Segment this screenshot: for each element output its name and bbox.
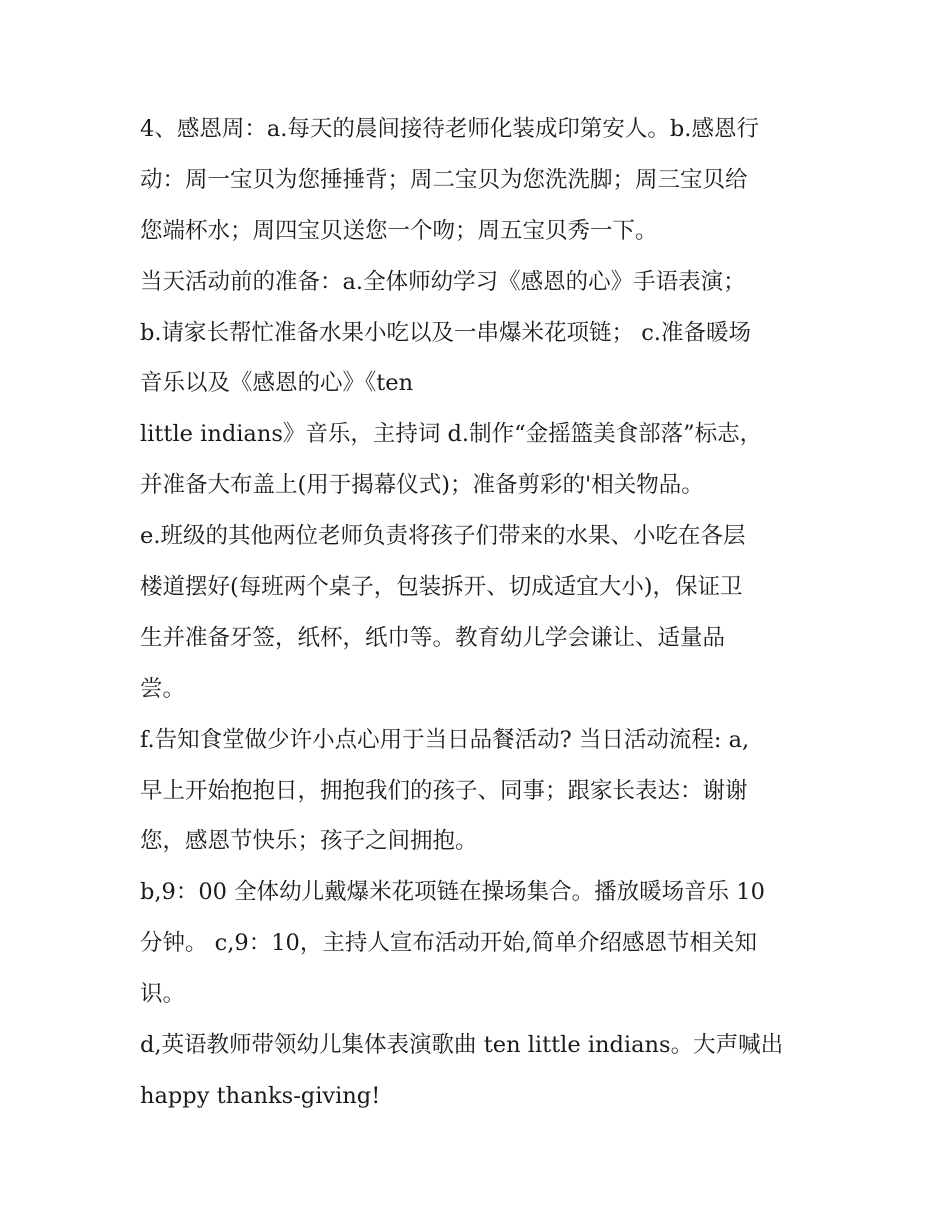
text-line: 生并准备牙签，纸杯，纸巾等。教育幼儿学会谦让、适量品 <box>140 624 726 651</box>
text-line: 您端杯水；周四宝贝送您一个吻；周五宝贝秀一下。 <box>140 217 658 244</box>
text-line: 楼道摆好(每班两个桌子，包装拆开、切成适宜大小)，保证卫 <box>140 574 743 601</box>
text-line: 当天活动前的准备：a.全体师幼学习《感恩的心》手语表演； <box>140 268 746 295</box>
text-line: 识。 <box>140 981 186 1008</box>
text-line: 尝。 <box>140 675 186 702</box>
text-line: 您，感恩节快乐；孩子之间拥抱。 <box>140 828 478 855</box>
text-line: 音乐以及《感恩的心》《ten <box>140 370 414 397</box>
text-line: 动：周一宝贝为您捶捶背；周二宝贝为您洗洗脚；周三宝贝给 <box>140 166 748 193</box>
text-line: b.请家长帮忙准备水果小吃以及一串爆米花项链； c.准备暖场 <box>140 319 751 346</box>
text-line: little indians》音乐，主持词 d.制作“金摇篮美食部落”标志， <box>140 421 763 448</box>
text-line: e.班级的其他两位老师负责将孩子们带来的水果、小吃在各层 <box>140 523 746 550</box>
text-line: 4、感恩周：a.每天的晨间接待老师化装成印第安人。b.感恩行 <box>140 116 759 142</box>
text-line: f.告知食堂做少许小点心用于当日品餐活动? 当日活动流程: a, <box>140 726 750 753</box>
text-line: d,英语教师带领幼儿集体表演歌曲 ten little indians。大声喊出 <box>140 1032 784 1059</box>
document-body <box>140 104 830 1122</box>
text-line: 早上开始抱抱日，拥抱我们的孩子、同事；跟家长表达：谢谢 <box>140 777 748 804</box>
text-line: 分钟。 c,9：10，主持人宣布活动开始,简单介绍感恩节相关知 <box>140 930 758 957</box>
text-line: happy thanks-giving! <box>140 1082 381 1109</box>
text-line: 并准备大布盖上(用于揭幕仪式)；准备剪彩的'相关物品。 <box>140 472 704 499</box>
text-line: b,9：00 全体幼儿戴爆米花项链在操场集合。播放暖场音乐 10 <box>140 879 765 906</box>
